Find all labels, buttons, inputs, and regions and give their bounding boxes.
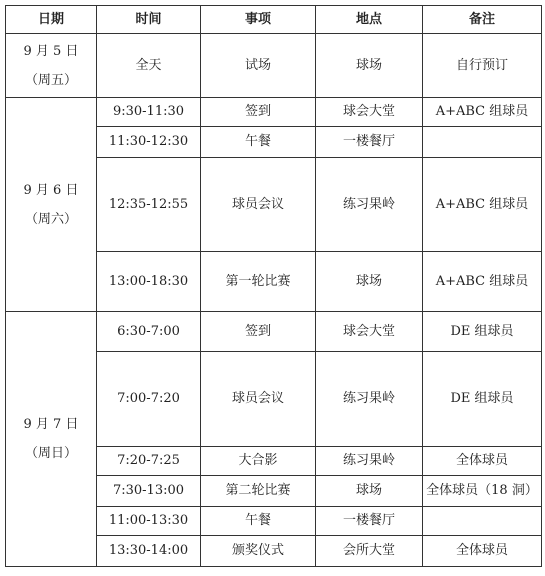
- header-time: 时间: [97, 6, 201, 34]
- note-cell: 全体球员（18 洞）: [423, 476, 542, 507]
- header-date: 日期: [6, 6, 97, 34]
- date-label: 9 月 7 日: [23, 417, 79, 432]
- item-cell: 大合影: [201, 447, 316, 476]
- place-cell: 球场: [316, 252, 423, 312]
- place-cell: 一楼餐厅: [316, 507, 423, 536]
- note-cell: 全体球员: [423, 536, 542, 567]
- weekday-label: （周六）: [24, 211, 77, 227]
- place-cell: 练习果岭: [316, 352, 423, 447]
- time-cell: 12:35-12:55: [97, 158, 201, 252]
- item-cell: 午餐: [201, 507, 316, 536]
- time-cell: 11:30-12:30: [97, 127, 201, 158]
- time-cell: 13:30-14:00: [97, 536, 201, 567]
- time-cell: 7:30-13:00: [97, 476, 201, 507]
- item-cell: 球员会议: [201, 158, 316, 252]
- date-cell: [6, 34, 97, 98]
- table-row: [6, 312, 542, 352]
- header-place: 地点: [316, 6, 423, 34]
- weekday-label: （周五）: [24, 72, 77, 88]
- table-row: [6, 98, 542, 127]
- place-cell: 球会大堂: [316, 312, 423, 352]
- place-cell: 球会大堂: [316, 98, 423, 127]
- note-cell: [423, 507, 542, 536]
- header-row: [6, 6, 542, 34]
- time-cell: 13:00-18:30: [97, 252, 201, 312]
- place-cell: 球场: [316, 34, 423, 98]
- item-cell: 第一轮比赛: [201, 252, 316, 312]
- time-cell: 9:30-11:30: [97, 98, 201, 127]
- note-cell: A+ABC 组球员: [423, 158, 542, 252]
- time-cell: 11:00-13:30: [97, 507, 201, 536]
- note-cell: A+ABC 组球员: [423, 98, 542, 127]
- table-row: [6, 34, 542, 98]
- date-cell: [6, 98, 97, 312]
- place-cell: 球场: [316, 476, 423, 507]
- item-cell: 第二轮比赛: [201, 476, 316, 507]
- header-item: 事项: [201, 6, 316, 34]
- note-cell: DE 组球员: [423, 352, 542, 447]
- place-cell: 一楼餐厅: [316, 127, 423, 158]
- header-note: 备注: [423, 6, 542, 34]
- place-cell: 练习果岭: [316, 447, 423, 476]
- note-cell: [423, 127, 542, 158]
- date-cell: [6, 312, 97, 567]
- time-cell: 6:30-7:00: [97, 312, 201, 352]
- item-cell: 球员会议: [201, 352, 316, 447]
- place-cell: 练习果岭: [316, 158, 423, 252]
- place-cell: 会所大堂: [316, 536, 423, 567]
- schedule-table: [5, 5, 542, 567]
- note-cell: DE 组球员: [423, 312, 542, 352]
- note-cell: 自行预订: [423, 34, 542, 98]
- item-cell: 午餐: [201, 127, 316, 158]
- note-cell: 全体球员: [423, 447, 542, 476]
- note-cell: A+ABC 组球员: [423, 252, 542, 312]
- date-label: 9 月 6 日: [23, 182, 79, 198]
- date-label: 9 月 5 日: [23, 43, 79, 59]
- item-cell: 签到: [201, 98, 316, 127]
- item-cell: 试场: [201, 34, 316, 98]
- item-cell: 签到: [201, 312, 316, 352]
- item-cell: 颁奖仪式: [201, 536, 316, 567]
- time-cell: 7:00-7:20: [97, 352, 201, 447]
- time-cell: 7:20-7:25: [97, 447, 201, 476]
- weekday-label: （周日）: [24, 446, 77, 461]
- time-cell: 全天: [97, 34, 201, 98]
